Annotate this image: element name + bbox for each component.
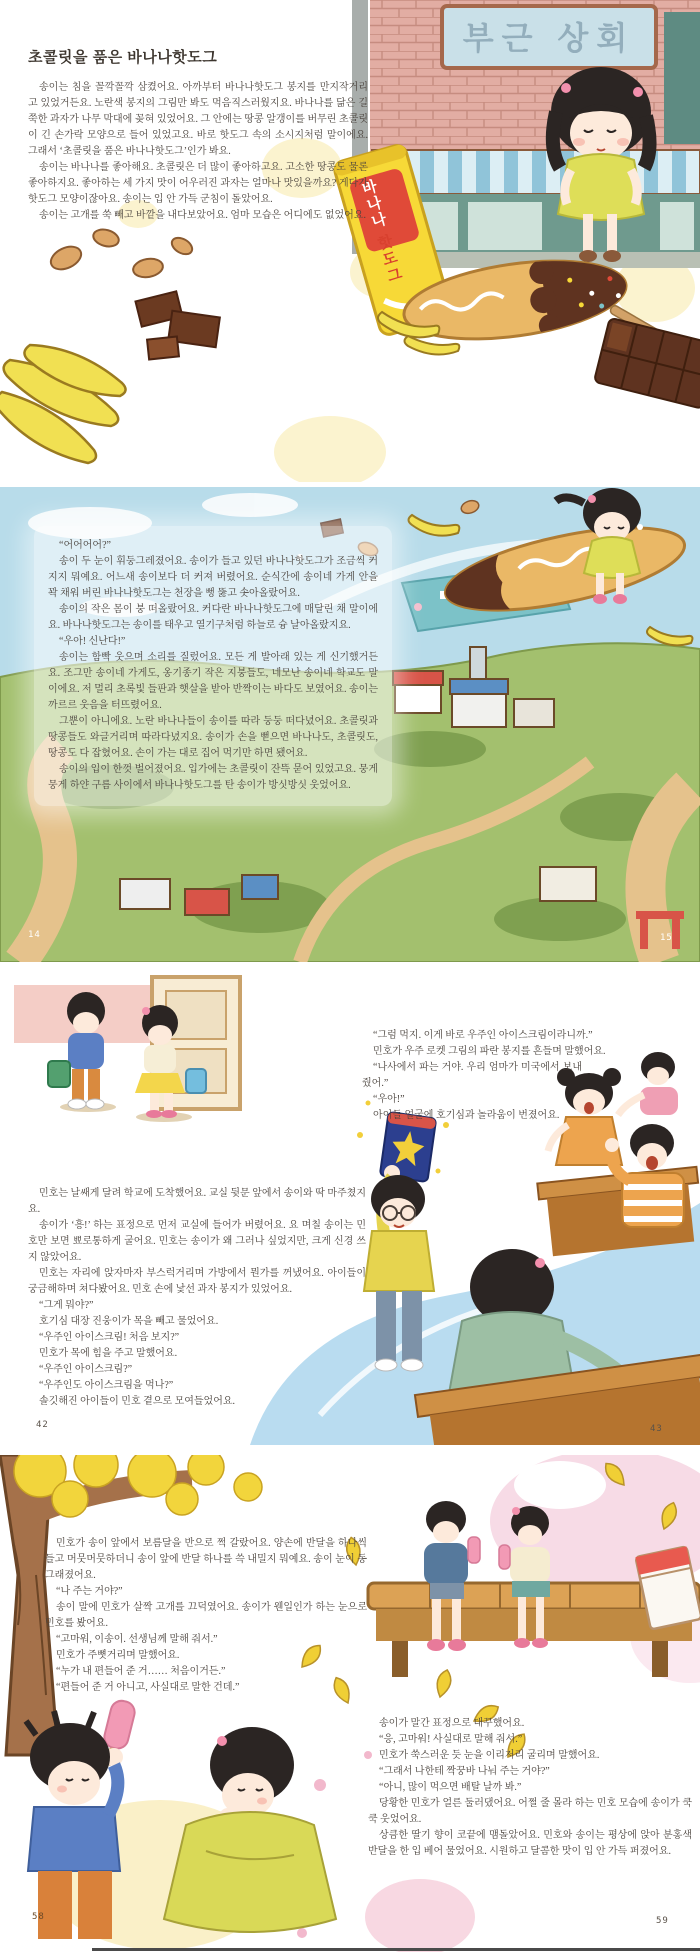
paragraph: 민호가 쑥스러운 듯 눈을 이리저리 굴리며 말했어요. <box>379 1750 600 1761</box>
spread2-story-text <box>34 526 392 806</box>
paragraph: 송이는 고개를 쑥 빼고 바깥을 내다보았어요. 엄마 모습은 어디에도 없었어요. <box>39 210 366 221</box>
paragraph: “편들어 준 거 아니고, 사실대로 말한 건데.” <box>56 1682 240 1693</box>
paragraph: 송이가 ‘흥!’ 하는 표정으로 먼저 교실에 들어가 버렸어요. 요 며칠 송이는 민호만 보면 뾰로통하게 굴어요. 민호는 송이가 왜 그러나 싶었지만, 크게 신경 쓰지 않았어요. <box>28 1220 366 1263</box>
paragraph: 민호는 날쌔게 달려 학교에 도착했어요. 교실 뒷문 앞에서 송이와 딱 마주쳤지요. <box>28 1188 366 1215</box>
banana-bunch-illustration <box>0 345 126 463</box>
page-number-43: 43 <box>650 1424 663 1434</box>
package-label-line2: 핫도그 <box>376 232 405 286</box>
pink-ice-bar <box>499 1545 510 1569</box>
spread-4 <box>0 1455 700 1952</box>
blue-bag <box>186 1069 206 1093</box>
pink-ice-bar <box>468 1537 480 1563</box>
paragraph: 송이는 바나나를 좋아해요. 초콜릿은 더 많이 좋아하고요. 고소한 땅콩도 물론 좋아하지요. 좋아하는 세 가지 맛이 어우러진 과자는 얼마나 맛있을까요? 게다가 핫도그 모양이잖아요. 송이는 입 안 가득 군침이 돌았어요. <box>28 162 368 205</box>
spread3-left-story-text <box>28 1186 366 1410</box>
paragraph: 송이의 작은 몸이 붕 떠올랐어요. 커다란 바나나핫도그에 매달린 채 말이에요. 바나나핫도그는 송이를 태우고 열기구처럼 하늘로 슝 날아올랐지요. <box>48 604 378 631</box>
paragraph: “어어어어?” <box>59 540 111 551</box>
spread4-illustration <box>0 1455 700 1952</box>
paragraph: 송이는 침을 꼴깍꼴깍 삼켰어요. 아까부터 바나나핫도그 봉지를 만지작거리고 있었거든요. 노란색 봉지의 그림만 봐도 먹음직스러웠지요. 바나나를 닮은 길쭉한 과자가 나무 막대에 꽂혀 있었어요. 그 안에는 땅콩 알갱이를 버무린 초콜릿이 긴 손가락 모양으로 들어 있었고요. 바로 핫도그 속의 소시지처럼 말이에요. 그래서 ‘초콜릿을 품은 바나나핫도그’인가 봐요. <box>28 82 368 157</box>
paragraph: “우주인 아이스크림! 처음 보지?” <box>39 1332 180 1343</box>
paragraph: “아니, 많이 먹으면 배탈 날까 봐.” <box>379 1782 522 1793</box>
page-number-15: 15 <box>660 933 673 943</box>
paragraph: “우아!” <box>373 1094 405 1105</box>
hair-clip <box>561 83 571 93</box>
paragraph: 솔깃해진 아이들이 민호 곁으로 모여들었어요. <box>39 1396 236 1407</box>
paragraph: 당황한 민호가 얼른 둘러댔어요. 어쩔 줄 몰라 하는 민호 모습에 송이가 쿡쿡 웃었어요. <box>368 1798 692 1825</box>
scan-edge-line <box>92 1948 700 1951</box>
paragraph: 송이 두 눈이 휘둥그레졌어요. 송이가 들고 있던 바나나핫도그가 조금씩 커지지 뭐예요. 어느새 송이보다 더 커져 버렸어요. 순식간에 송이네 가게 안을 꽉 채워 버린 바나나핫도그는 천장을 뻥 뚫고 솟아올랐어요. <box>48 556 378 599</box>
store-sign-text: 부근 상회 <box>462 20 636 56</box>
paragraph: “우주인도 아이스크림을 먹나?” <box>39 1380 174 1391</box>
paragraph: 송이는 함빡 웃으며 소리를 질렀어요. 모든 게 발아래 있는 게 신기했거든요. 조그만 송이네 가게도, 옹기종기 작은 지붕들도, 네모난 송이네 학교도 말이에요. 저 멀리 초록빛 들판과 햇살을 받아 반짝이는 바다도 보였어요. 송이는 까르르 웃음을 터뜨렸어요. <box>48 652 378 711</box>
paragraph: “그럼 먹지. 이게 바로 우주인 아이스크림이라니까.” <box>373 1030 593 1041</box>
page-number-59: 59 <box>656 1916 669 1926</box>
paragraph: “우아! 신난다!” <box>59 636 126 647</box>
paragraph: 송이 말에 민호가 살짝 고개를 끄덕였어요. 송이가 웬일인가 하는 눈으로 민호를 봤어요. <box>45 1602 367 1629</box>
hallway-scene <box>14 977 240 1122</box>
icecream-girl-songi <box>164 1727 336 1932</box>
paragraph: 아이들 얼굴에 호기심과 놀라움이 번졌어요. <box>373 1110 560 1121</box>
paragraph: “나 주는 거야?” <box>56 1586 123 1597</box>
paragraph: 민호가 주뼛거리며 말했어요. <box>56 1650 180 1661</box>
paragraph: 호기심 대장 진웅이가 목을 빼고 물었어요. <box>39 1316 219 1327</box>
chapter-title: 초콜릿을 품은 바나나핫도그 <box>28 49 218 66</box>
paragraph: 민호가 송이 앞에서 보름달을 반으로 쩍 갈랐어요. 양손에 반달을 하나씩 들고 머뭇머뭇하더니 송이 앞에 반달 하나를 쓱 내밀지 뭐예요. 송이 눈이 동그래졌어요. <box>45 1538 367 1581</box>
page-number-58: 58 <box>32 1912 45 1922</box>
page-number-42: 42 <box>36 1420 49 1430</box>
paragraph: “고마워, 이송이. 선생님께 말해 줘서.” <box>56 1634 218 1645</box>
paragraph: “그게 뭐야?” <box>39 1300 94 1311</box>
store-window <box>468 202 542 250</box>
spread4-right-story-text <box>368 1716 692 1860</box>
paragraph: 그뿐이 아니에요. 노란 바나나들이 송이를 따라 둥둥 떠다녔어요. 초콜릿과 땅콩들도 와글거리며 따라다녔지요. 송이가 손을 뻗으면 바나나도, 초콜릿도, 땅콩도 다 잡혔어요. 손이 가는 대로 집어 먹기만 하면 됐어요. <box>48 716 378 759</box>
paragraph: 송이가 말간 표정으로 대꾸했어요. <box>379 1718 525 1729</box>
peanuts-illustration <box>47 227 195 280</box>
chocolate-chunks-illustration <box>135 291 219 359</box>
page-number-14: 14 <box>28 930 41 940</box>
spread4-left-story-text <box>45 1536 367 1696</box>
hair-clip <box>633 87 643 97</box>
paragraph: “누가 내 편들어 준 거…… 처음이거든.” <box>56 1666 226 1677</box>
spread3-right-story-text <box>362 1028 662 1124</box>
paragraph: 송이의 입이 한껏 벌어졌어요. 입가에는 초콜릿이 잔뜩 묻어 있었고요. 뭉게뭉게 하얀 구름 사이에서 바나나핫도그를 탄 송이가 방싯방싯 웃었어요. <box>48 764 378 791</box>
paragraph: “나사에서 파는 거야. 우리 엄마가 미국에서 보내 줬어.” <box>362 1062 582 1089</box>
spread1-story-text <box>28 80 368 224</box>
paragraph: “응, 고마워! 사실대로 말해 줘서.” <box>379 1734 523 1745</box>
paragraph: “그래서 나한테 짝꿍바 나눠 주는 거야?” <box>379 1766 550 1777</box>
package-label-line1: 바나나 <box>357 175 391 233</box>
paragraph: 상큼한 딸기 향이 코끝에 맴돌았어요. 민호와 송이는 평상에 앉아 분홍색 반달을 한 입 베어 물었어요. 시원하고 달콤한 맛이 입 안 가득 퍼졌어요. <box>368 1830 692 1857</box>
green-bag <box>48 1061 70 1087</box>
paragraph: 민호가 목에 힘을 주고 말했어요. <box>39 1348 178 1359</box>
store-window <box>660 202 694 250</box>
paragraph: 민호가 우주 로켓 그림의 파란 봉지를 흔들며 말했어요. <box>373 1046 606 1057</box>
spread-1 <box>0 0 700 482</box>
side-window <box>664 12 700 144</box>
paragraph: “우주인 아이스크림?” <box>39 1364 133 1375</box>
paragraph: 민호는 자리에 앉자마자 부스럭거리며 가방에서 뭔가를 꺼냈어요. 아이들이 궁금해하며 쳐다봤어요. 민호 손에 낯선 과자 봉지가 있었어요. <box>28 1268 366 1295</box>
chocolate-bar-illustration <box>594 318 700 409</box>
spread1-illustration <box>0 0 700 482</box>
pink-ice-bar <box>102 1699 137 1751</box>
